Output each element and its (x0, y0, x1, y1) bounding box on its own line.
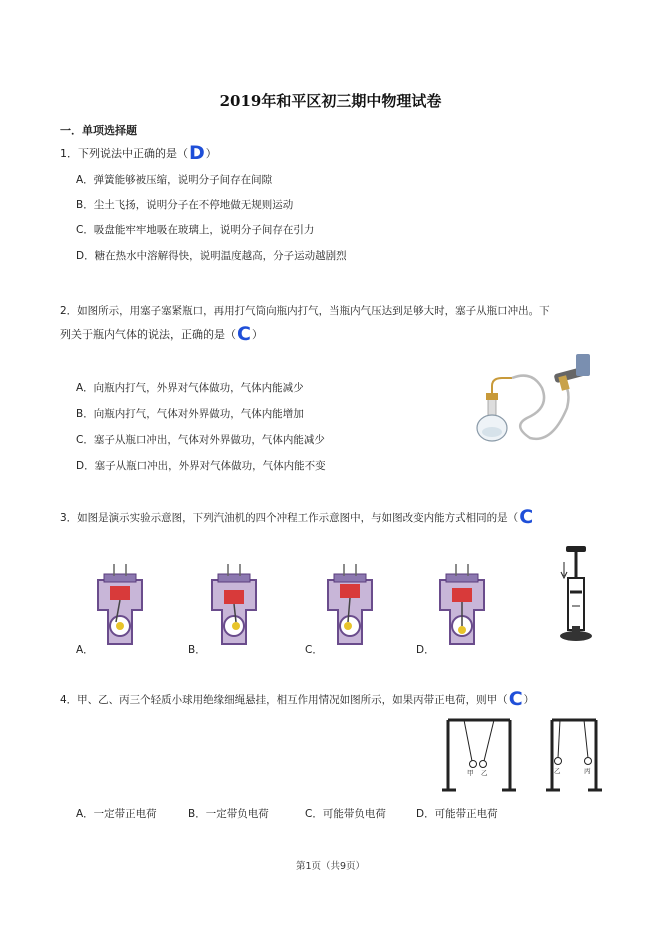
question-1-option-b: B．尘土飞扬，说明分子在不停地做无规则运动 (76, 199, 294, 211)
question-2-close: ） (251, 328, 263, 341)
page-footer: 第1页（共9页） (295, 861, 366, 872)
handwritten-answer: C (508, 688, 523, 710)
engine-label-d: D． (416, 644, 435, 656)
ball-label-yi: 乙 (481, 769, 488, 777)
ball-label-jia: 甲 (467, 769, 474, 777)
engine-label-b: B． (188, 644, 206, 656)
section-heading: 一．单项选择题 (60, 124, 137, 137)
handwritten-answer: D (189, 142, 205, 164)
question-3-text: 3．如图是演示实验示意图，下列汽油机的四个冲程工作示意图中，与如图改变内能方式相同的是（ (60, 512, 519, 524)
ball-label-yi: 乙 (554, 767, 561, 775)
question-4-stem (60, 688, 535, 710)
balls-figure-right (544, 716, 604, 796)
question-2-text: 列关于瓶内气体的说法，正确的是（ (60, 328, 236, 341)
question-4-option-b: B．一定带负电荷 (188, 808, 269, 820)
handwritten-answer: C (237, 323, 251, 345)
engine-diagram-b (206, 560, 262, 648)
question-2-option-d: D．塞子从瓶口冲出，外界对气体做功，气体内能不变 (76, 460, 326, 472)
question-1-option-a: A．弹簧能够被压缩，说明分子间存在间隙 (76, 174, 273, 186)
engine-diagram-c (322, 560, 378, 648)
question-4-option-c: C．可能带负电荷 (305, 808, 386, 820)
engine-diagram-d (434, 560, 490, 648)
balls-figure-left (440, 716, 518, 796)
question-4-close: ） (523, 694, 535, 706)
question-1-option-d: D．糖在热水中溶解得快，说明温度越高，分子运动越剧烈 (76, 250, 347, 262)
question-1-text: 1．下列说法中正确的是（ (60, 147, 188, 160)
engine-label-a: A． (76, 644, 94, 656)
engine-label-c: C． (305, 644, 323, 656)
question-2-line-2 (60, 323, 263, 345)
question-4-option-d: D．可能带正电荷 (416, 808, 498, 820)
question-1-stem (60, 142, 217, 164)
flask-pump-figure (472, 348, 594, 446)
question-1-close: ） (205, 147, 217, 160)
ball-label-bing: 丙 (584, 767, 591, 775)
question-2-option-b: B．向瓶内打气，气体对外界做功，气体内能增加 (76, 408, 304, 420)
compression-cylinder-figure (554, 540, 598, 646)
handwritten-answer: C (519, 506, 534, 528)
question-2-option-a: A．向瓶内打气，外界对气体做功，气体内能减少 (76, 382, 304, 394)
question-4-text: 4．甲、乙、丙三个轻质小球用绝缘细绳悬挂，相互作用情况如图所示，如果丙带正电荷，则甲（ (60, 694, 508, 706)
question-4-option-a: A．一定带正电荷 (76, 808, 157, 820)
page-title: 2019年和平区初三期中物理试卷 (219, 92, 442, 110)
question-3-stem (60, 506, 534, 528)
question-2-line-1: 2．如图所示，用塞子塞紧瓶口，再用打气筒向瓶内打气，当瓶内气压达到足够大时，塞子从瓶口冲出。下 (60, 305, 550, 317)
question-1-option-c: C．吸盘能牢牢地吸在玻璃上，说明分子间存在引力 (76, 224, 315, 236)
engine-diagram-a (92, 560, 148, 648)
question-2-option-c: C．塞子从瓶口冲出，气体对外界做功，气体内能减少 (76, 434, 325, 446)
